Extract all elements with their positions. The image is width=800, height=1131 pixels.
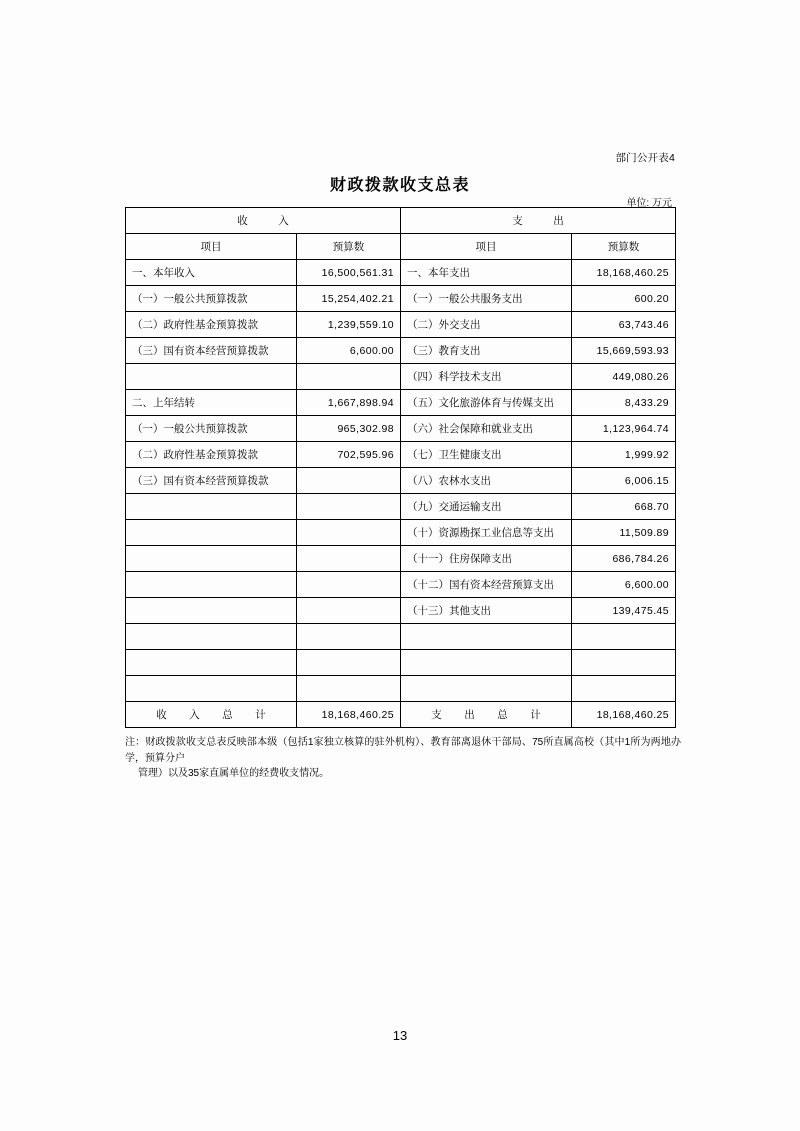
income-item-label: （三）国有资本经营预算拨款 [126, 338, 297, 364]
total-income-value: 18,168,460.25 [297, 702, 401, 728]
table-header-group-row [126, 208, 676, 234]
income-item-value: 6,600.00 [297, 338, 401, 364]
table-row [126, 312, 676, 338]
expense-item-label: （九）交通运输支出 [401, 494, 572, 520]
income-item-value: 965,302.98 [297, 416, 401, 442]
expense-item-label: （三）教育支出 [401, 338, 572, 364]
income-item-label [126, 572, 297, 598]
table-row [126, 650, 676, 676]
income-item-label [126, 364, 297, 390]
income-item-value [297, 364, 401, 390]
table-row [126, 624, 676, 650]
expense-item-value: 18,168,460.25 [572, 260, 676, 286]
note-line-2: 管理）以及35家直属单位的经费收支情况。 [138, 768, 330, 779]
income-item-label: （二）政府性基金预算拨款 [126, 442, 297, 468]
income-item-label [126, 598, 297, 624]
table-row [126, 390, 676, 416]
expense-item-label [401, 650, 572, 676]
income-item-value [297, 676, 401, 702]
income-item-label [126, 650, 297, 676]
page-number: 13 [392, 1028, 408, 1043]
income-item-value: 1,667,898.94 [297, 390, 401, 416]
income-item-label [126, 624, 297, 650]
expense-item-value: 686,784.26 [572, 546, 676, 572]
expense-item-value: 15,669,593.93 [572, 338, 676, 364]
table-row [126, 260, 676, 286]
income-item-value [297, 468, 401, 494]
table-row [126, 416, 676, 442]
income-item-label: （一）一般公共预算拨款 [126, 286, 297, 312]
table-row [126, 286, 676, 312]
income-item-value [297, 624, 401, 650]
table-row [126, 598, 676, 624]
expense-item-label [401, 624, 572, 650]
expense-item-label: （七）卫生健康支出 [401, 442, 572, 468]
expense-item-label: （五）文化旅游体育与传媒支出 [401, 390, 572, 416]
expense-item-value: 11,509.89 [572, 520, 676, 546]
header-expense-budget: 预算数 [572, 234, 676, 260]
income-item-label: 二、上年结转 [126, 390, 297, 416]
table-note [125, 735, 681, 782]
income-item-label: （三）国有资本经营预算拨款 [126, 468, 297, 494]
income-item-label [126, 494, 297, 520]
expense-item-label: 一、本年支出 [401, 260, 572, 286]
table-row [126, 520, 676, 546]
income-item-label [126, 676, 297, 702]
expense-item-value: 600.20 [572, 286, 676, 312]
header-income-item: 项目 [126, 234, 297, 260]
income-item-value [297, 598, 401, 624]
expense-item-value [572, 676, 676, 702]
expense-item-value: 8,433.29 [572, 390, 676, 416]
table-row [126, 442, 676, 468]
expense-item-value: 668.70 [572, 494, 676, 520]
header-income-budget: 预算数 [297, 234, 401, 260]
income-item-value: 702,595.96 [297, 442, 401, 468]
expense-item-value [572, 650, 676, 676]
table-body [126, 208, 676, 728]
table-row [126, 572, 676, 598]
income-item-label: 一、本年收入 [126, 260, 297, 286]
income-item-value [297, 546, 401, 572]
expense-item-label: （一）一般公共服务支出 [401, 286, 572, 312]
income-item-label: （二）政府性基金预算拨款 [126, 312, 297, 338]
expense-item-label: （十）资源勘探工业信息等支出 [401, 520, 572, 546]
expense-item-label: （十一）住房保障支出 [401, 546, 572, 572]
form-tag: 部门公开表4 [615, 152, 675, 164]
income-item-label [126, 520, 297, 546]
expense-item-label: （二）外交支出 [401, 312, 572, 338]
income-item-value: 1,239,559.10 [297, 312, 401, 338]
expense-item-value: 449,080.26 [572, 364, 676, 390]
table-row [126, 676, 676, 702]
header-expense-group: 支 出 [401, 208, 676, 234]
income-item-label [126, 546, 297, 572]
expense-item-value: 139,475.45 [572, 598, 676, 624]
expense-item-value: 6,006.15 [572, 468, 676, 494]
expense-item-label: （十三）其他支出 [401, 598, 572, 624]
table-row [126, 546, 676, 572]
income-item-value: 16,500,561.31 [297, 260, 401, 286]
unit-label: 单位: 万元 [626, 198, 672, 209]
table-row [126, 338, 676, 364]
header-income-group: 收 入 [126, 208, 401, 234]
note-line-1: 注：财政拨款收支总表反映部本级（包括1家独立核算的驻外机构）、教育部离退休干部局、75所直属高校（其中1所为两地办学，预算分户 [125, 737, 681, 764]
expense-item-label: （六）社会保障和就业支出 [401, 416, 572, 442]
table-row [126, 364, 676, 390]
income-item-value [297, 520, 401, 546]
expense-item-value [572, 624, 676, 650]
income-item-value [297, 572, 401, 598]
expense-item-label: （八）农林水支出 [401, 468, 572, 494]
table-total-row [126, 702, 676, 728]
expense-item-label: （十二）国有资本经营预算支出 [401, 572, 572, 598]
expense-item-value: 6,600.00 [572, 572, 676, 598]
table-row [126, 494, 676, 520]
total-expense-value: 18,168,460.25 [572, 702, 676, 728]
income-item-value [297, 494, 401, 520]
table-header-col-row [126, 234, 676, 260]
income-item-value [297, 650, 401, 676]
income-item-label: （一）一般公共预算拨款 [126, 416, 297, 442]
income-item-value: 15,254,402.21 [297, 286, 401, 312]
expense-item-label [401, 676, 572, 702]
total-income-label: 收 入 总 计 [126, 702, 297, 728]
budget-table [125, 207, 676, 728]
table-row [126, 468, 676, 494]
expense-item-value: 63,743.46 [572, 312, 676, 338]
expense-item-value: 1,999.92 [572, 442, 676, 468]
expense-item-value: 1,123,964.74 [572, 416, 676, 442]
total-expense-label: 支 出 总 计 [401, 702, 572, 728]
header-expense-item: 项目 [401, 234, 572, 260]
page-title: 财政拨款收支总表 [329, 177, 470, 194]
expense-item-label: （四）科学技术支出 [401, 364, 572, 390]
